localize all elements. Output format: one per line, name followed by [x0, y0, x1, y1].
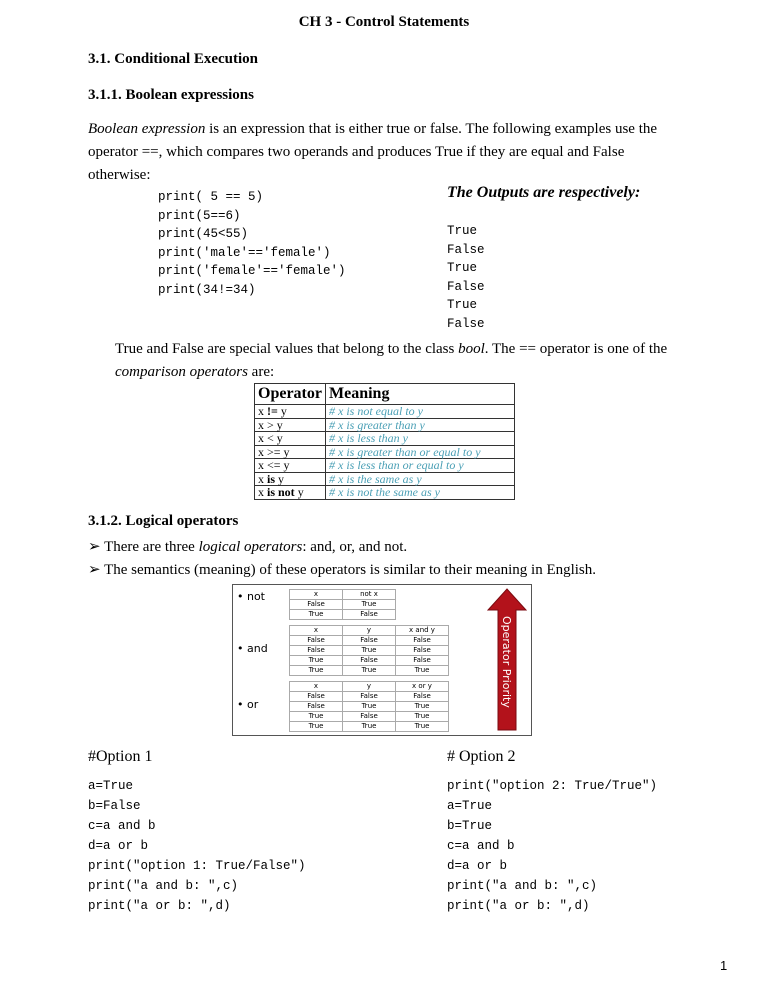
text: is an expression that is either true or false. The following examples use the [205, 121, 658, 137]
code-line: b=True [447, 819, 493, 833]
truth-cell: False [290, 636, 343, 646]
meaning-cell: # x is the same as y [326, 472, 515, 486]
truth-row [290, 722, 449, 732]
operator-cell [255, 472, 326, 486]
code-line: print("option 1: True/False") [88, 859, 306, 873]
truth-cell: True [343, 666, 396, 676]
truth-cell: x [290, 626, 343, 636]
truth-row [290, 636, 449, 646]
heading-3-1: 3.1. Conditional Execution [88, 51, 259, 67]
code-line: a=True [447, 799, 493, 813]
bullet-item: ➢ There are three logical operators: and, or, and not. [88, 539, 408, 555]
bullet-item: ➢ The semantics (meaning) of these operators is similar to their meaning in English. [88, 562, 597, 578]
arrow-label: Operator Priority [500, 616, 513, 708]
text: x > y [258, 417, 283, 432]
term: bool [458, 341, 485, 357]
truth-cell: False [343, 610, 396, 620]
header-operator: Operator [255, 384, 326, 405]
not-truth-table [289, 589, 396, 620]
option1-title: #Option 1 [88, 748, 153, 765]
text: True and False are special values that belong to the class [115, 341, 459, 357]
truth-row [290, 626, 449, 636]
truth-cell: False [396, 656, 449, 666]
truth-table-figure [232, 584, 532, 736]
paragraph-boolean [88, 118, 708, 187]
text: y [277, 404, 287, 418]
truth-row [290, 666, 449, 676]
truth-cell: x or y [396, 682, 449, 692]
truth-cell: False [396, 636, 449, 646]
truth-cell: x and y [396, 626, 449, 636]
code-line: d=a or b [88, 839, 149, 853]
text: operator ==, which compares two operands and produces True if they are equal and False [88, 144, 625, 160]
truth-cell: not x [343, 590, 396, 600]
code-line: print( 5 == 5) [158, 190, 264, 204]
truth-cell: True [396, 712, 449, 722]
operator-cell [255, 405, 326, 419]
code-line: True [447, 261, 478, 275]
truth-cell: False [290, 600, 343, 610]
code-line: d=a or b [447, 859, 508, 873]
operator-cell [255, 459, 326, 473]
outputs-title: The Outputs are respectively: [447, 184, 641, 201]
meaning-cell: # x is greater than y [326, 418, 515, 432]
operator-cell [255, 432, 326, 446]
code-line: print("option 2: True/True") [447, 779, 658, 793]
code-line: True [447, 224, 478, 238]
truth-cell: y [343, 682, 396, 692]
header-meaning: Meaning [326, 384, 515, 405]
table-row [255, 445, 515, 459]
truth-row [290, 682, 449, 692]
operator-cell [255, 486, 326, 500]
not-label: • not [237, 590, 265, 603]
truth-cell: True [396, 666, 449, 676]
code-line: print(45<55) [158, 227, 249, 241]
truth-row [290, 692, 449, 702]
term: logical operators [198, 539, 303, 555]
truth-cell: False [290, 702, 343, 712]
heading-3-1-2: 3.1.2. Logical operators [88, 513, 239, 529]
text: x <= y [258, 458, 290, 472]
text: . The == operator is one of the [484, 341, 668, 357]
term: Boolean expression [88, 121, 206, 137]
text: : and, or, and not. [302, 539, 408, 555]
truth-cell: True [290, 666, 343, 676]
text: y [294, 485, 304, 499]
option2-title: # Option 2 [447, 748, 516, 765]
truth-row [290, 702, 449, 712]
code-line: False [447, 242, 485, 257]
text: There are three [104, 539, 199, 555]
code-line: print('male'=='female') [158, 245, 331, 260]
meaning-cell: # x is greater than or equal to y [326, 445, 515, 459]
option2-code [447, 776, 657, 916]
table-row [255, 459, 515, 473]
outputs-list [447, 222, 485, 333]
code-examples [158, 188, 346, 299]
text: y [275, 471, 285, 486]
code-line: print("a or b: ",d) [88, 899, 231, 913]
truth-row [290, 656, 449, 666]
truth-cell: True [290, 656, 343, 666]
or-truth-table [289, 681, 449, 732]
truth-cell: False [396, 692, 449, 702]
truth-cell: True [290, 610, 343, 620]
truth-cell: True [396, 722, 449, 732]
text: The semantics (meaning) of these operators is similar to their meaning in English. [104, 562, 597, 578]
and-truth-table [289, 625, 449, 676]
truth-cell: False [343, 712, 396, 722]
code-line: print(5==6) [158, 208, 241, 223]
truth-row [290, 610, 396, 620]
text: are: [247, 364, 275, 380]
truth-cell: False [343, 636, 396, 646]
truth-cell: x [290, 590, 343, 600]
truth-cell: True [343, 646, 396, 656]
text: x [258, 404, 267, 418]
text: x [258, 471, 267, 486]
operator-cell [255, 418, 326, 432]
truth-cell: False [290, 692, 343, 702]
table-row [255, 486, 515, 500]
truth-row [290, 600, 396, 610]
truth-cell: True [290, 722, 343, 732]
truth-row [290, 646, 449, 656]
operator: != [267, 404, 278, 418]
text: x < y [258, 431, 283, 445]
code-line: print("a and b: ",c) [88, 879, 239, 893]
heading-3-1-1: 3.1.1. Boolean expressions [88, 87, 254, 103]
truth-cell: y [343, 626, 396, 636]
code-line: print("a and b: ",c) [447, 879, 598, 893]
page-number: 1 [720, 958, 728, 973]
code-line: print("a or b: ",d) [447, 899, 590, 913]
code-line: c=a and b [447, 839, 515, 853]
table-row [255, 472, 515, 486]
and-label: • and [237, 642, 268, 655]
table-row [255, 418, 515, 432]
operator: is not [267, 485, 295, 499]
truth-row [290, 590, 396, 600]
truth-cell: True [396, 702, 449, 712]
code-line: c=a and b [88, 819, 156, 833]
meaning-cell: # x is not the same as y [326, 486, 515, 500]
priority-arrow-icon [487, 588, 527, 732]
table-row [255, 432, 515, 446]
code-line: False [447, 279, 485, 294]
truth-cell: False [396, 646, 449, 656]
text: x [258, 485, 267, 499]
meaning-cell: # x is less than y [326, 432, 515, 446]
truth-cell: False [343, 692, 396, 702]
paragraph-comparison [115, 338, 715, 384]
comparison-operators-table [254, 383, 515, 500]
operator: is [267, 471, 276, 486]
code-line: b=False [88, 799, 141, 813]
code-line: print('female'=='female') [158, 264, 346, 278]
operator-cell [255, 445, 326, 459]
term: comparison operators [115, 364, 248, 380]
or-label: • or [237, 698, 259, 711]
truth-row [290, 712, 449, 722]
text: x >= y [258, 444, 290, 459]
meaning-cell: # x is less than or equal to y [326, 459, 515, 473]
truth-cell: True [343, 600, 396, 610]
truth-cell: True [343, 702, 396, 712]
text: otherwise: [88, 167, 151, 183]
code-line: print(34!=34) [158, 282, 256, 297]
truth-cell: x [290, 682, 343, 692]
doc-title: CH 3 - Control Statements [298, 14, 470, 30]
truth-cell: True [290, 712, 343, 722]
meaning-cell: # x is not equal to y [326, 405, 515, 419]
code-line: a=True [88, 779, 134, 793]
option1-code [88, 776, 306, 916]
truth-cell: True [343, 722, 396, 732]
code-line: True [447, 298, 478, 312]
bullet-list [88, 536, 596, 582]
truth-cell: False [290, 646, 343, 656]
code-line: False [447, 316, 485, 331]
table-row [255, 405, 515, 419]
truth-cell: False [343, 656, 396, 666]
